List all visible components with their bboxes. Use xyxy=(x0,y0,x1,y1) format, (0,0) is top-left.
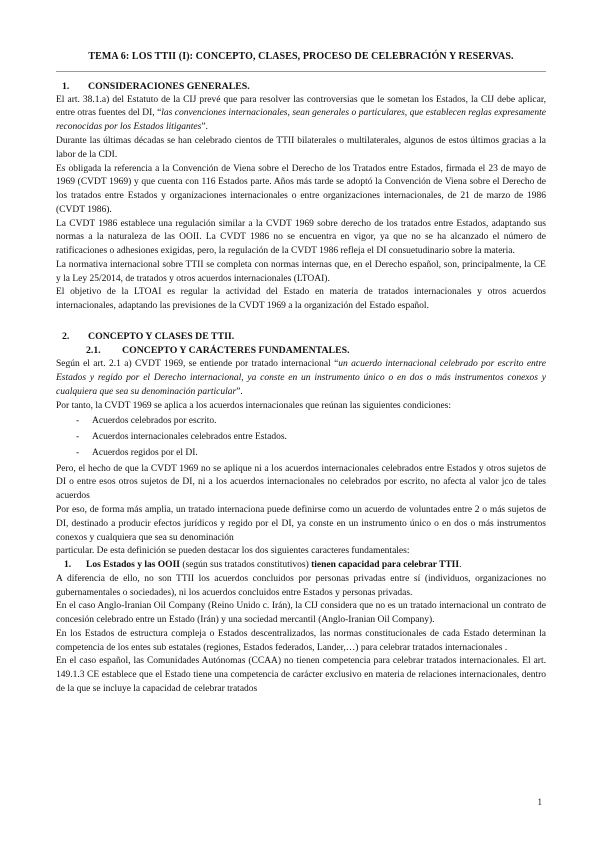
page-number: 1 xyxy=(537,797,542,807)
paragraph: A diferencia de ello, no son TTII los acuerdos concluidos por personas privadas entre sí (individuos, organizaciones no gubernamentales o sociedades), ni los acuerdos concluidos entre Estados y personas privadas. xyxy=(56,573,546,598)
conditions-list xyxy=(56,415,546,460)
paragraph: Por eso, de forma más amplia, un tratado internaciona puede definirse como un acuerdo de voluntades entre 2 o más sujetos de DI, destinado a producir efectos jurídicos y regido por el DI, ya conste en un instrumento único o en dos o más instrumentos conexos y cualquiera que sea su denominación xyxy=(56,505,546,543)
section-1-heading: 1. CONSIDERACIONES GENERALES. xyxy=(62,80,250,92)
paragraph: Por tanto, la CVDT 1969 se aplica a los acuerdos internacionales que reúnan las siguientes condiciones: xyxy=(56,400,452,411)
paragraph: El objetivo de la LTOAI es regular la actividad del Estado en materia de tratados internacionales y otros acuerdos internacionales, adaptando las previsiones de la CVDT 1969 a la organización del Estado español. xyxy=(56,287,546,312)
section-2-heading: 2. CONCEPTO Y CLASES DE TTII. xyxy=(62,330,235,342)
document-title: TEMA 6: LOS TTII (I): CONCEPTO, CLASES, PROCESO DE CELEBRACIÓN Y RESERVAS. xyxy=(88,51,514,62)
document-page xyxy=(56,50,546,697)
numbered-item: 1. Los Estados y las OOII (según sus tratados constitutivos) tienen capacidad para celebrar TTII. xyxy=(64,560,462,571)
paragraph: particular. De esta definición se pueden destacar los dos siguientes caracteres fundamentales: xyxy=(56,546,410,557)
list-item: - Acuerdos regidos por el DI. xyxy=(76,447,546,461)
paragraph: Es obligada la referencia a la Convención de Viena sobre el Derecho de los Tratados entre Estados, firmada el 23 de mayo de 1969 (CVDT 1969) y que cuenta con 116 Estados parte. Años más tarde se adoptó la Convención de Viena sobre el Derecho de los tratados entre Estados y organizaciones internacionales o entre organizaciones internacionales, de 21 de marzo de 1986 (CVDT 1986). xyxy=(56,163,546,215)
paragraph: La normativa internacional sobre TTII se completa con normas internas que, en el Derecho español, son, principalmente, la CE y la Ley 25/2014, de tratados y otros acuerdos internacionales (LTOAI). xyxy=(56,259,546,284)
paragraph: Pero, el hecho de que la CVDT 1969 no se aplique ni a los acuerdos internacionales celebrados entre Estados y otros sujetos de DI o entre esos otros sujetos de DI, ni a los acuerdos internacionales no celebrados por escrito, no afecta al valor jco de tales acuerdos xyxy=(56,463,546,502)
paragraph: El art. 38.1.a) del Estatuto de la CIJ prevé que para resolver las controversias que le sometan los Estados, la CIJ debe aplicar, entre otras fuentes del DI, “las convenciones internacionales, sean generales o particulares, que establecen reglas expresamente reconocidas por los Estados litigantes”. xyxy=(56,94,546,133)
list-item: - Acuerdos celebrados por escrito. xyxy=(76,415,546,429)
paragraph: Durante las últimas décadas se han celebrado cientos de TTII bilaterales o multilaterales, algunos de estos últimos gracias a la labor de la CDI. xyxy=(56,136,546,160)
title-divider xyxy=(56,71,546,72)
paragraph: Según el art. 2.1 a) CVDT 1969, se entiende por tratado internacional “un acuerdo internacional celebrado por escrito entre Estados y regido por el Derecho internacional, ya conste en un instrumento único o en dos o más instrumentos conexos y cualquiera que sea su denominación particular”. xyxy=(56,359,546,397)
list-item: - Acuerdos internacionales celebrados entre Estados. xyxy=(76,431,546,445)
paragraph: En el caso español, las Comunidades Autónomas (CCAA) no tienen competencia para celebrar tratados internacionales. El art. 149.1.3 CE establece que el Estado tiene una competencia de carácter exclusivo en materia de relaciones internacionales, dentro de la que se incluye la capacidad de celebrar tratados xyxy=(56,656,546,694)
paragraph: En el caso Anglo-Iranian Oil Company (Reino Unido c. Irán), la CIJ considera que no es un tratado internacional un contrato de concesión celebrado entre un Estado (Irán) y una sociedad mercantil (Anglo-Iranian Oil Company). xyxy=(56,601,546,626)
paragraph: En los Estados de estructura compleja o Estados descentralizados, las normas constitucionales de cada Estado determinan la competencia de los entes sub estatales (regiones, Estados federados, Lander,…) para celebrar tratados internacionales . xyxy=(56,628,546,653)
subsection-2-1-heading: 2.1. CONCEPTO Y CARÁCTERES FUNDAMENTALES. xyxy=(86,345,350,357)
paragraph: La CVDT 1986 establece una regulación similar a la CVDT 1969 sobre derecho de los tratados entre Estados, adaptando sus normas a la naturaleza de las OOII. La CVDT 1986 no se encuentra en vigor, ya que no se ha alcanzado el número de ratificaciones o adhesiones exigidas, pero, la regulación de la CVDT 1986 refleja el DI consuetudinario sobre la materia. xyxy=(56,218,546,257)
